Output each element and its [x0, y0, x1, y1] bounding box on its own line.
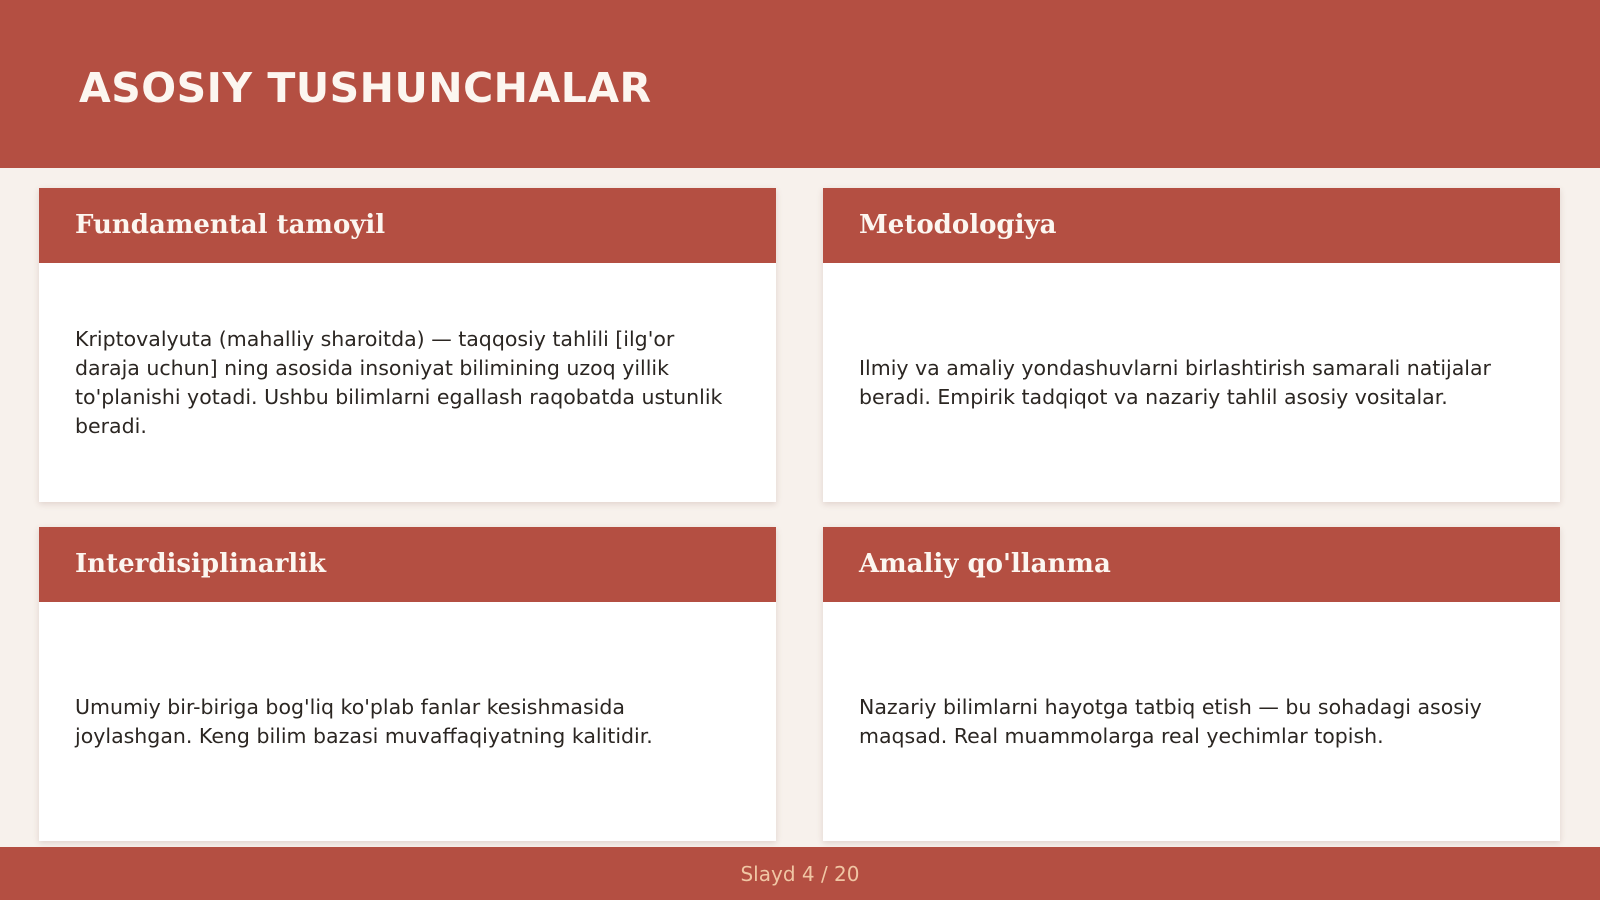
card-body: [859, 263, 1526, 502]
card-body: [75, 263, 742, 502]
card-header: [823, 527, 1560, 602]
card-text: Nazariy bilimlarni hayotga tatbiq etish — bu sohadagi asosiy maqsad. Real muammolarga real yechimlar topish.: [859, 694, 1482, 748]
slide-counter: Slayd 4 / 20: [740, 862, 860, 886]
card-header: [39, 527, 776, 602]
concept-card-practical-guide: [823, 527, 1560, 841]
card-text: Kriptovalyuta (mahalliy sharoitda) — taqqosiy tahlili [ilg'or daraja uchun] ning asosida insoniyat bilimining uzoq yillik to'planishi yotadi. Ushbu bilimlarni egallash raqobatda ustunlik beradi.: [75, 326, 723, 438]
card-text: Ilmiy va amaliy yondashuvlarni birlashtirish samarali natijalar beradi. Empirik tadqiqot va nazariy tahlil asosiy vositalar.: [859, 355, 1491, 409]
card-text: Umumiy bir-biriga bog'liq ko'plab fanlar kesishmasida joylashgan. Keng bilim bazasi muvaffaqiyatning kalitidir.: [75, 694, 653, 748]
card-body: [75, 602, 742, 841]
slide-title: ASOSIY TUSHUNCHALAR: [79, 64, 652, 112]
card-header: [823, 188, 1560, 263]
card-body: [859, 602, 1526, 841]
slide-header: [0, 0, 1600, 168]
card-title: Fundamental tamoyil: [75, 210, 386, 240]
concept-card-interdisciplinary: [39, 527, 776, 841]
slide-footer: [0, 847, 1600, 900]
card-title: Metodologiya: [859, 210, 1057, 240]
card-header: [39, 188, 776, 263]
concept-card-fundamental: [39, 188, 776, 502]
card-title: Interdisiplinarlik: [75, 549, 327, 579]
concept-card-methodology: [823, 188, 1560, 502]
card-title: Amaliy qo'llanma: [859, 549, 1111, 579]
